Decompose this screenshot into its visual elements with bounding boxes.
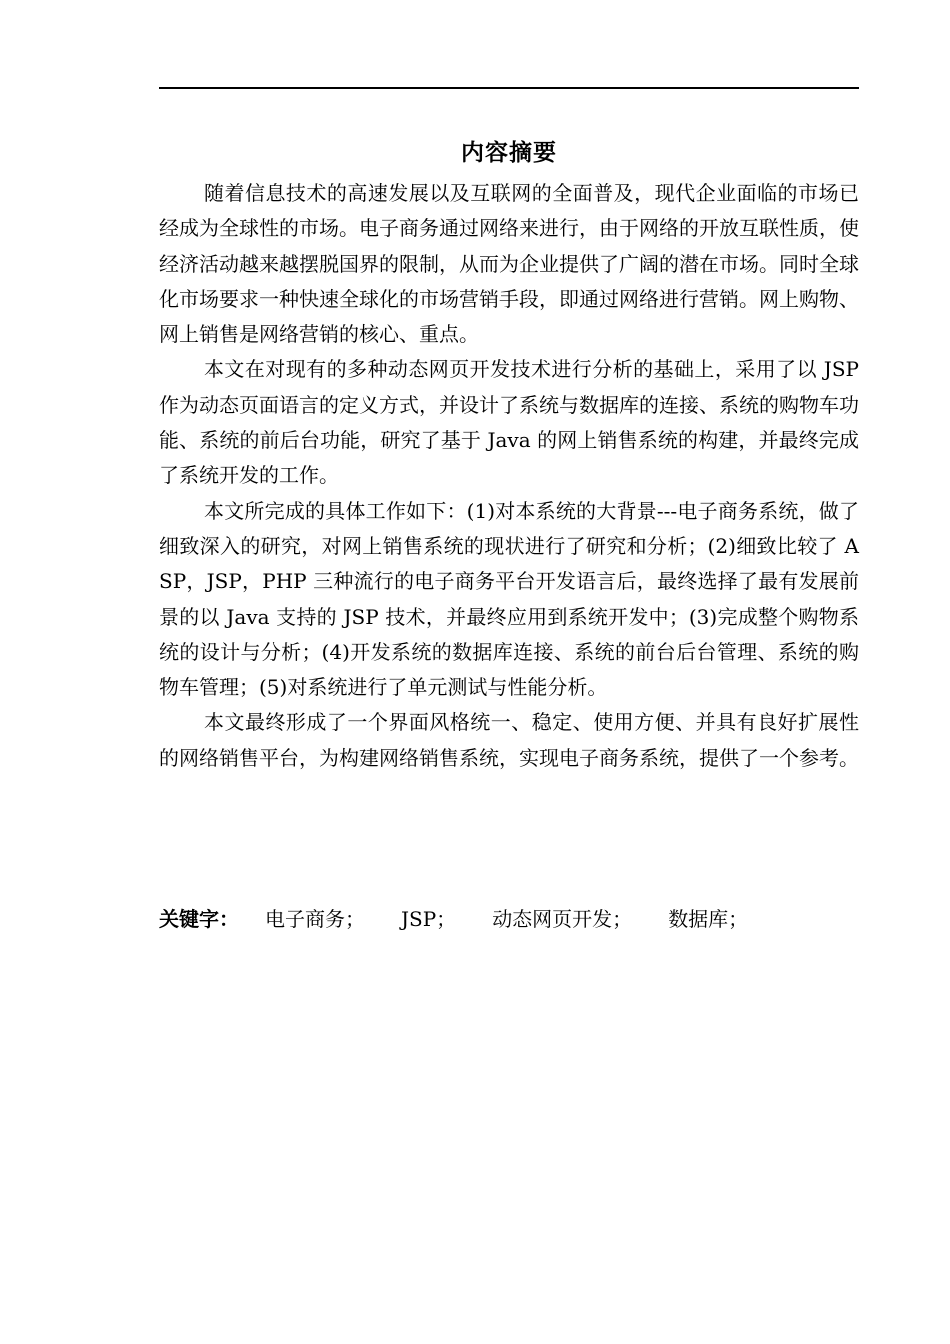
keywords-label: 关键字： (159, 907, 239, 931)
abstract-paragraph-4: 本文最终形成了一个界面风格统一、稳定、使用方便、并具有良好扩展性的网络销售平台，为构建网络销售系统，实现电子商务系统，提供了一个参考。 (159, 710, 859, 770)
abstract-paragraph-2: 本文在对现有的多种动态网页开发技术进行分析的基础上，采用了以 JSP 作为动态页面语言的定义方式，并设计了系统与数据库的连接、系统的购物车功能、系统的前后台功能，研究了基于 Java 的网上销售系统的构建，并最终完成了系统开发的工作。 (159, 357, 859, 488)
keyword-item: 动态网页开发； (492, 907, 633, 931)
keyword-item: 电子商务； (265, 907, 365, 931)
keywords-line (159, 903, 859, 935)
abstract-title: 内容摘要 (461, 140, 557, 166)
abstract-paragraph-1: 随着信息技术的高速发展以及互联网的全面普及，现代企业面临的市场已经成为全球性的市场。电子商务通过网络来进行，由于网络的开放互联性质，使经济活动越来越摆脱国界的限制，从而为企业提供了广阔的潜在市场。同时全球化市场要求一种快速全球化的市场营销手段，即通过网络进行营销。网上购物、网上销售是网络营销的核心、重点。 (159, 181, 859, 347)
abstract-body (159, 176, 859, 776)
keyword-item: 数据库； (668, 907, 749, 931)
header-rule (159, 87, 859, 89)
abstract-paragraph-3: 本文所完成的具体工作如下：(1)对本系统的大背景---电子商务系统，做了细致深入的研究，对网上销售系统的现状进行了研究和分析；(2)细致比较了 ASP，JSP，PHP 三种流行的电子商务平台开发语言后，最终选择了最有发展前景的以 Java 支持的 JSP 技术，并最终应用到系统开发中；(3)完成整个购物系统的设计与分析；(4)开发系统的数据库连接、系统的前台后台管理、系统的购物车管理；(5)对系统进行了单元测试与性能分析。 (159, 498, 859, 700)
keyword-item: JSP； (401, 907, 457, 931)
